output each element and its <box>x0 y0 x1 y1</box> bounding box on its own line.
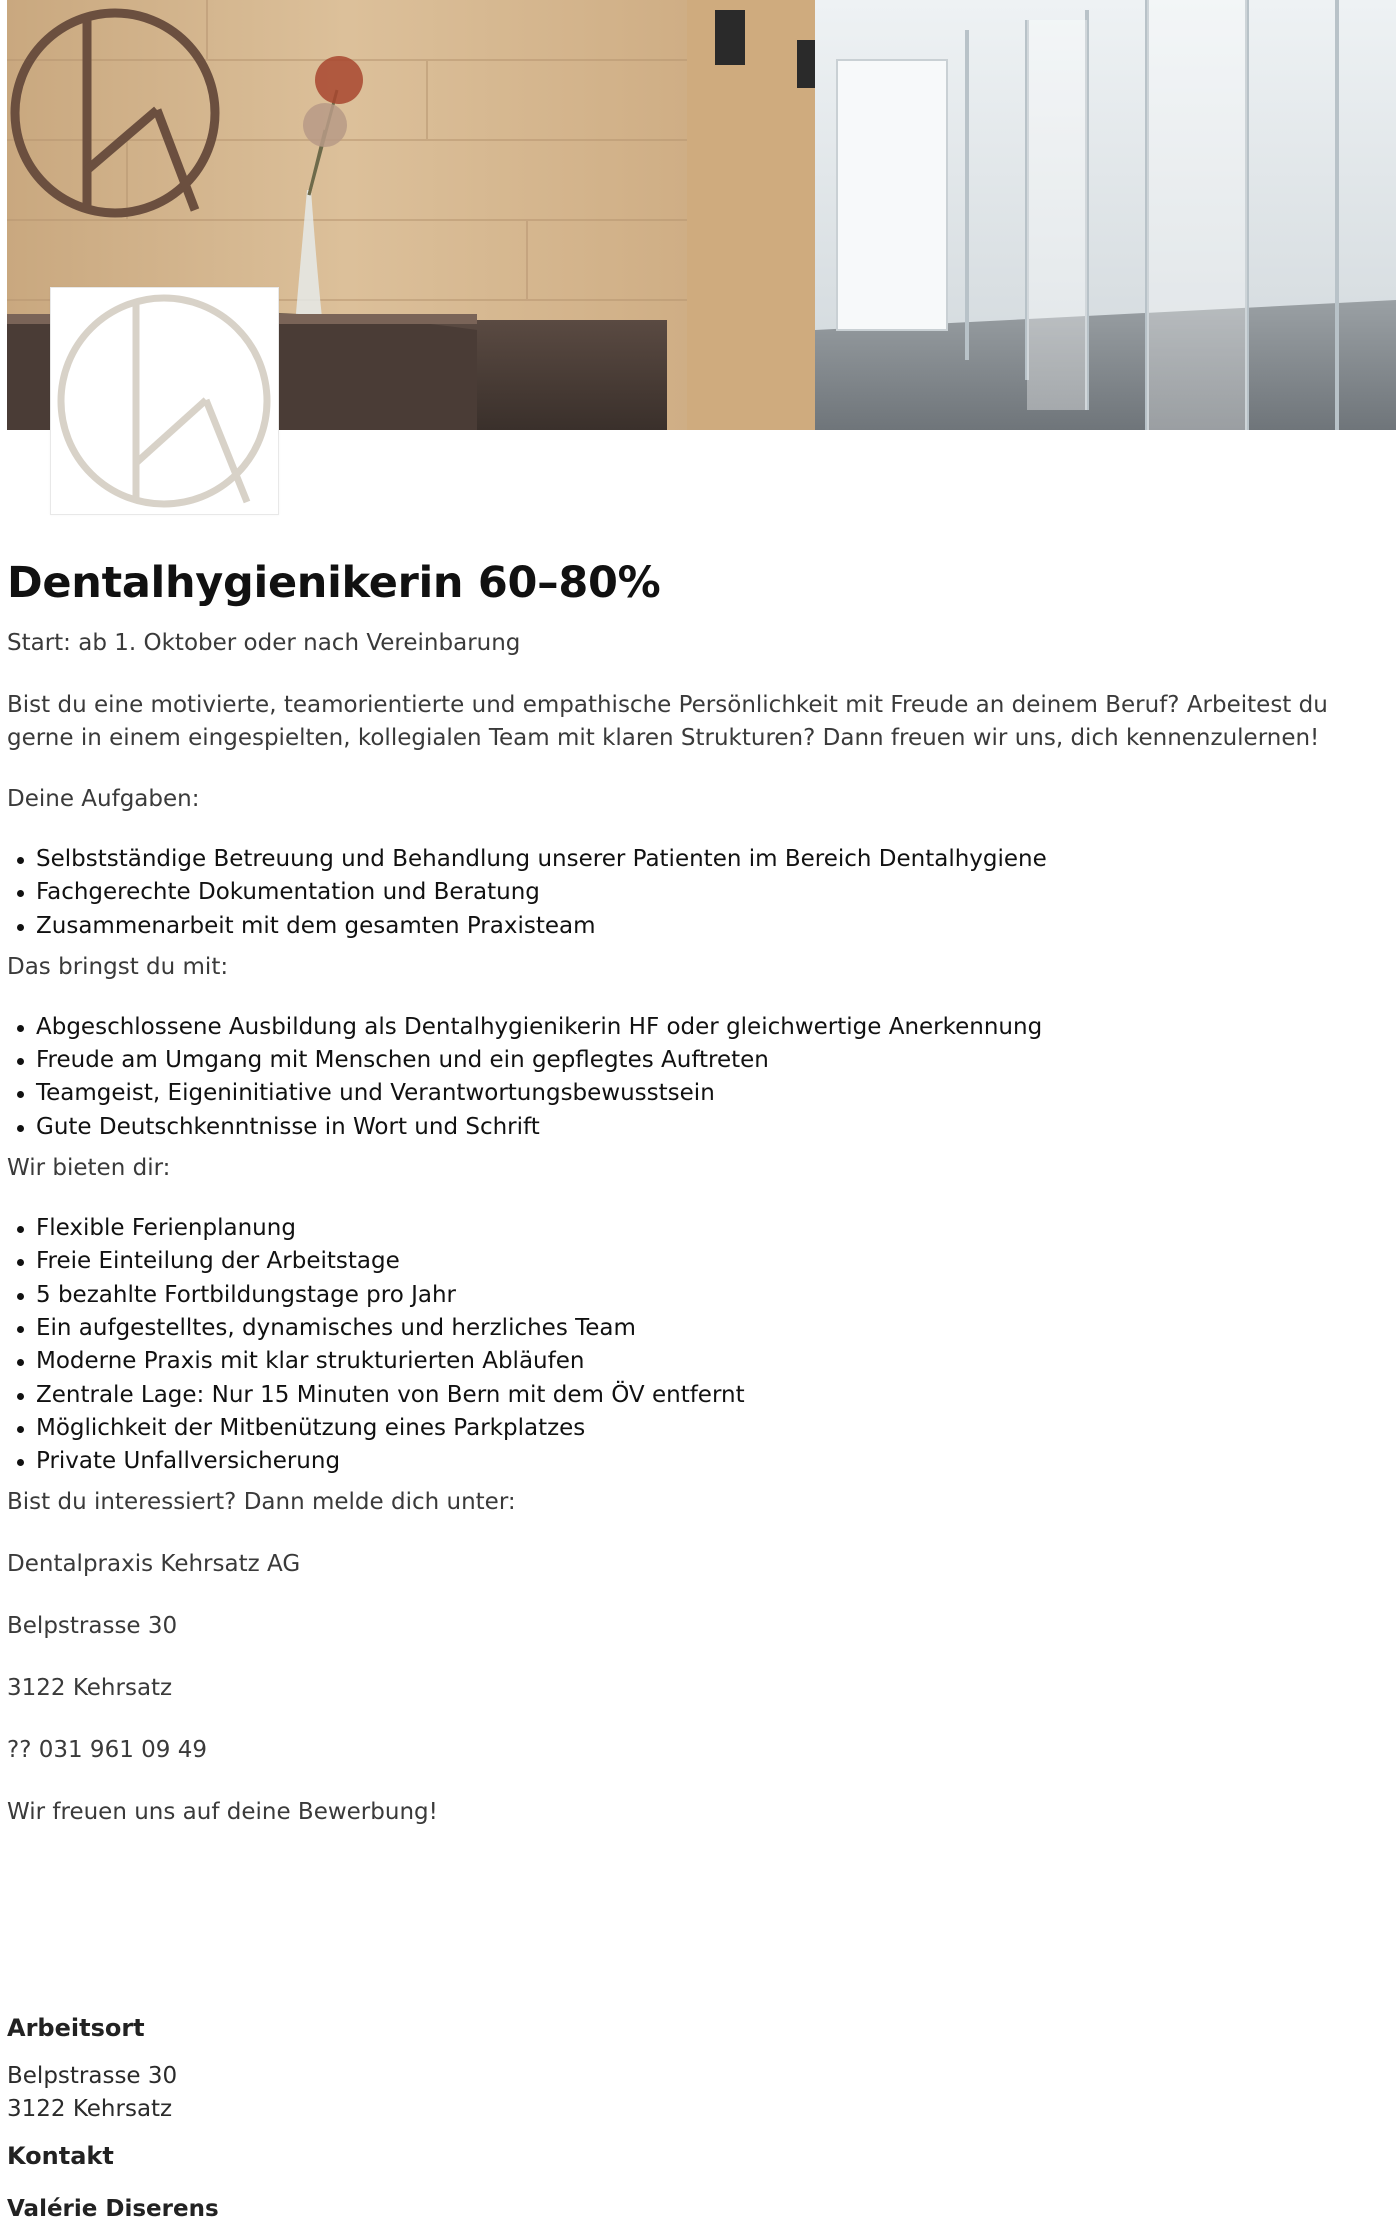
list-item: Selbstständige Betreuung und Behandlung unserer Patienten im Bereich Dentalhygiene <box>7 843 1367 876</box>
start-date: Start: ab 1. Oktober oder nach Vereinbarung <box>7 630 521 656</box>
list-item: Moderne Praxis mit klar strukturierten Abläufen <box>7 1345 1367 1378</box>
intro-paragraph: Bist du eine motivierte, teamorientierte und empathische Persönlichkeit mit Freude an deinem Beruf? Arbeitest du gerne in einem eingespielten, kollegialen Team mit klaren Strukturen? Dann freuen wir uns, dich kennenzulernen! <box>7 692 1328 751</box>
list-item: Ein aufgestelltes, dynamisches und herzliches Team <box>7 1312 1367 1345</box>
list-item: Möglichkeit der Mitbenützung eines Parkplatzes <box>7 1412 1367 1445</box>
closing-text: Wir freuen uns auf deine Bewerbung! <box>7 1799 438 1826</box>
list-item: Abgeschlossene Ausbildung als Dentalhygienikerin HF oder gleichwertige Anerkennung <box>7 1011 1367 1044</box>
requirements-heading: Das bringst du mit: <box>7 953 229 980</box>
list-item: Gute Deutschkenntnisse in Wort und Schrift <box>7 1111 1367 1144</box>
company-street: Belpstrasse 30 <box>7 1613 178 1640</box>
apply-text: Bist du interessiert? Dann melde dich unter: <box>7 1489 516 1516</box>
list-item: Zusammenarbeit mit dem gesamten Praxisteam <box>7 910 1367 943</box>
list-item: 5 bezahlte Fortbildungstage pro Jahr <box>7 1279 1367 1312</box>
company-name: Dentalpraxis Kehrsatz AG <box>7 1551 301 1578</box>
contact-name: Valérie Diserens <box>7 2196 219 2222</box>
tasks-heading: Deine Aufgaben: <box>7 786 200 812</box>
company-city: 3122 Kehrsatz <box>7 1675 173 1702</box>
location-heading: Arbeitsort <box>7 2014 145 2042</box>
requirements-list <box>7 1011 1367 1144</box>
list-item: Freude am Umgang mit Menschen und ein gepflegtes Auftreten <box>7 1044 1367 1077</box>
tasks-list <box>7 843 1367 943</box>
offers-list <box>7 1212 1367 1478</box>
list-item: Flexible Ferienplanung <box>7 1212 1367 1245</box>
location-city: 3122 Kehrsatz <box>7 2096 173 2122</box>
contact-heading: Kontakt <box>7 2142 114 2170</box>
job-description <box>7 555 1367 1829</box>
list-item: Private Unfallversicherung <box>7 1445 1367 1478</box>
job-title: Dentalhygienikerin 60–80% <box>7 558 661 608</box>
list-item: Fachgerechte Dokumentation und Beratung <box>7 876 1367 909</box>
list-item: Zentrale Lage: Nur 15 Minuten von Bern mit dem ÖV entfernt <box>7 1379 1367 1412</box>
list-item: Freie Einteilung der Arbeitstage <box>7 1245 1367 1278</box>
location-street: Belpstrasse 30 <box>7 2063 178 2089</box>
company-phone: ?? 031 961 09 49 <box>7 1737 207 1764</box>
k-circle-logo-icon <box>51 288 278 514</box>
offers-heading: Wir bieten dir: <box>7 1155 171 1182</box>
list-item: Teamgeist, Eigeninitiative und Verantwortungsbewusstsein <box>7 1077 1367 1110</box>
company-logo <box>50 287 279 515</box>
